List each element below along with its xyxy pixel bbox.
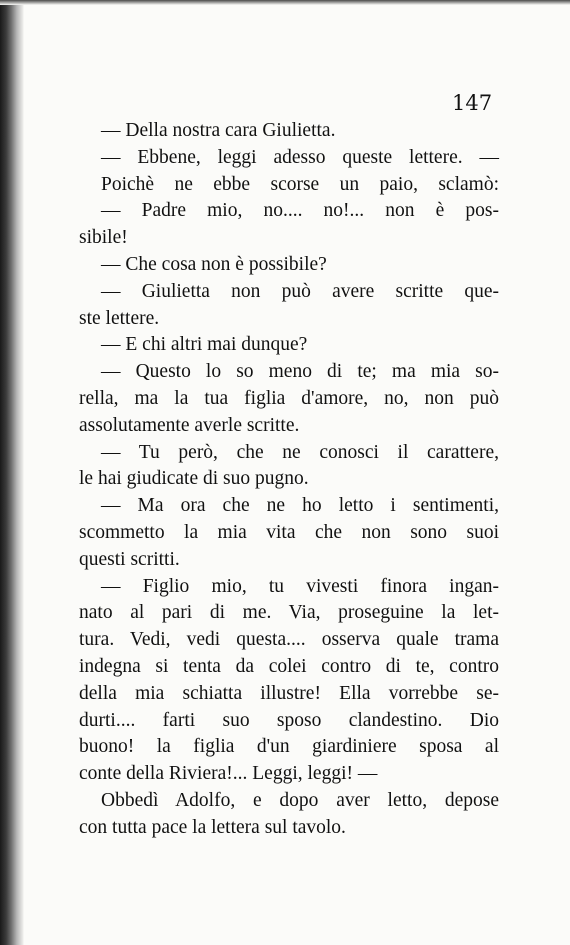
text-line: assolutamente averle scritte. bbox=[79, 414, 300, 436]
text-line: con tutta pace la lettera sul tavolo. bbox=[79, 816, 346, 838]
book-spine-shadow bbox=[0, 0, 24, 945]
text-line: — Giulietta non può avere scritte que- bbox=[101, 280, 499, 302]
text-line: — Ma ora che ne ho letto i sentimenti, bbox=[101, 495, 499, 517]
text-line: rella, ma la tua figlia d'amore, no, non può bbox=[79, 387, 499, 409]
text-line: — Tu però, che ne conosci il carattere, bbox=[101, 441, 499, 463]
text-line: — Padre mio, no.... no!... non è pos- bbox=[101, 200, 499, 222]
text-line: tura. Vedi, vedi questa.... osserva quale trama bbox=[79, 629, 499, 651]
text-line: le hai giudicate di suo pugno. bbox=[79, 468, 309, 490]
text-line: — Che cosa non è possibile? bbox=[101, 253, 327, 275]
text-line: Obbedì Adolfo, e dopo aver letto, depose bbox=[101, 789, 499, 811]
text-line: durti.... farti suo sposo clandestino. Dio bbox=[79, 709, 499, 731]
text-line: — E chi altri mai dunque? bbox=[101, 334, 308, 356]
text-line: ste lettere. bbox=[79, 307, 160, 329]
text-line: Poichè ne ebbe scorse un paio, sclamò: bbox=[101, 173, 499, 195]
text-line: sibile! bbox=[79, 227, 128, 249]
text-line: — Figlio mio, tu vivesti finora ingan- bbox=[101, 575, 499, 597]
text-line: conte della Riviera!... Leggi, leggi! — bbox=[79, 763, 378, 785]
text-line: questi scritti. bbox=[79, 548, 180, 570]
text-line: nato al pari di me. Via, proseguine la let- bbox=[79, 602, 499, 624]
text-line: — Ebbene, leggi adesso queste lettere. — bbox=[101, 146, 499, 168]
text-line: — Della nostra cara Giulietta. bbox=[101, 120, 336, 141]
text-line: della mia schiatta illustre! Ella vorrebbe se- bbox=[79, 682, 499, 704]
text-line: buono! la figlia d'un giardiniere sposa al bbox=[79, 736, 499, 758]
text-line: scommetto la mia vita che non sono suoi bbox=[79, 521, 499, 543]
text-line: indegna si tenta da colei contro di te, contro bbox=[79, 655, 499, 677]
body-text bbox=[79, 118, 499, 842]
page-number: 147 bbox=[452, 91, 493, 115]
text-line: — Questo lo so meno di te; ma mia so- bbox=[101, 361, 499, 383]
top-edge-shadow bbox=[0, 0, 570, 5]
